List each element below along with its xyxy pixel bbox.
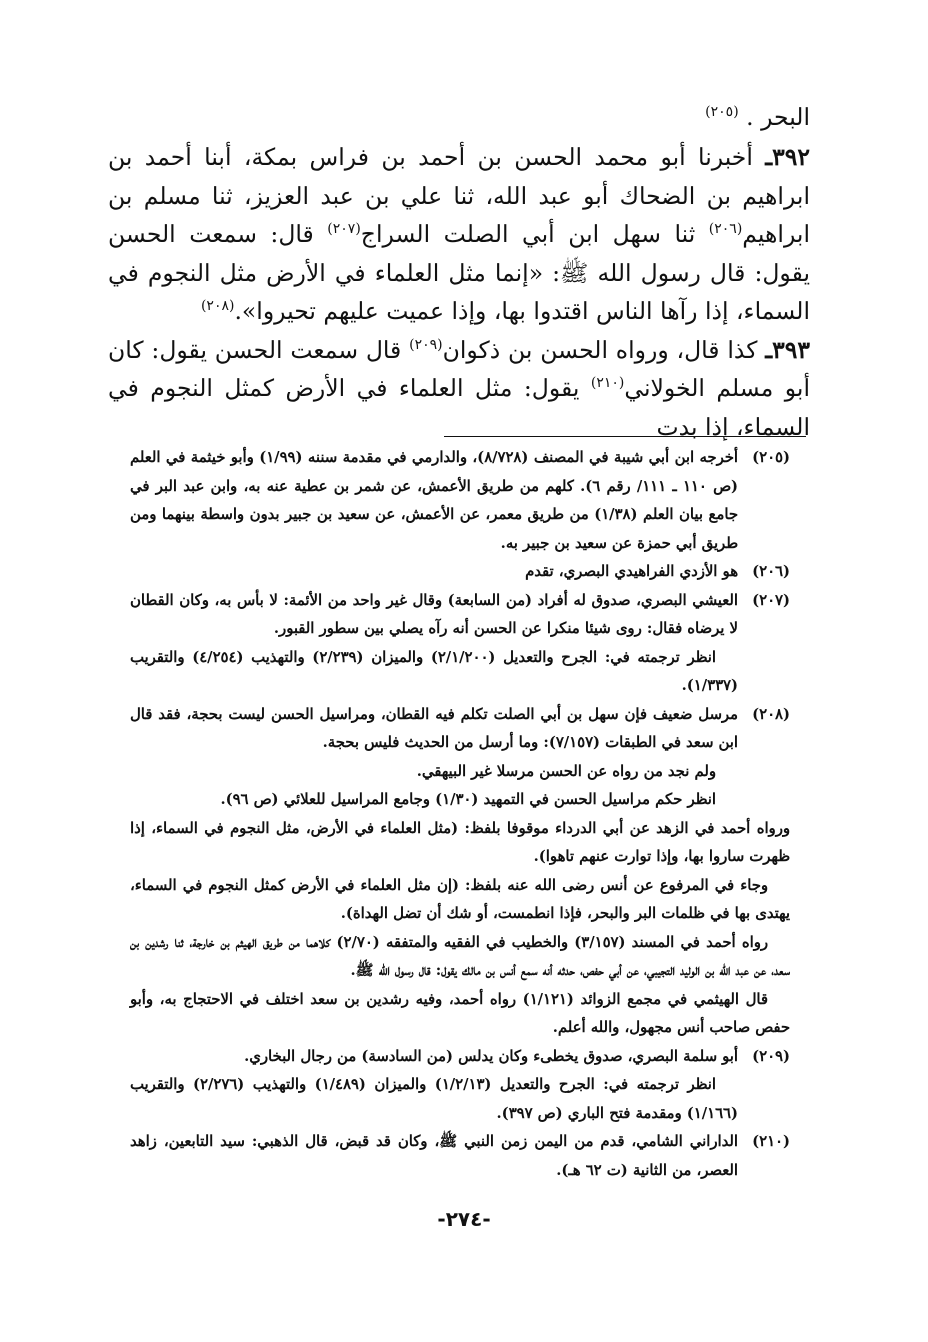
footnote-text: مرسل ضعيف فإن سهل بن أبي الصلت تكلم فيه القطان، ومراسيل الحسن ليست بحجة، فقد قال ابن سعد في الطبقات (٧/١٥٧): وما أرسل من الحديث فليس بحجة. [130,705,738,751]
footnote-body [130,587,738,701]
footnote-text: العيشي البصري، صدوق له أفراد (من السابعة) وقال غير واحد من الأئمة: لا بأس به، وكان القطان لا يرضاه فقال: روى شيئا منكرا عن الحسن أنه رآه يصلي بين سطور القبور. [130,591,738,637]
footnote-ref: (٢٠٧) [327,221,361,238]
footnote-208-continued [130,815,790,1043]
footnote-205 [130,444,790,558]
hadith-number: ٣٩٢ـ [765,143,810,171]
footnote-text: رواه أحمد في المسند (٣/١٥٧) والخطيب في الفقيه والمتفقه (٢/٧٠) كلاهما من طريق الهيثم بن خارجة، ثنا رشدين بن سعد، عن عبد الله بن الوليد التجيبي، عن أبي حفص، حدثه أنه سمع أنس بن مالك يقول: قال رسول الله ﷺ. [130,933,790,979]
footnote-number: (٢٠٥) [752,449,790,466]
footnote-body [130,1128,738,1185]
main-text [108,100,810,446]
footnote-text: انظر ترجمته في: الجرح والتعديل (١/٢/١٣) والميزان (١/٤٨٩) والتهذيب (٢/٢٧٦) والتقريب (١/١٦٦) ومقدمة فتح الباري (ص ٣٩٧). [130,1076,738,1122]
footnote-body [130,701,738,815]
hadith-text: قال سمعت الحسن يقول: كان أبو مسلم الخولاني [108,335,810,402]
footnote-text: أخرجه ابن أبي شيبة في المصنف (٨/٧٢٨)، والدارمي في مقدمة سننه (١/٩٩) وأبو خيثمة في العلم (ص ١١٠ ـ ١١١/ رقم ٦). كلهم من طريق الأعمش، عن شمر بن عطية عنه به، وابن عبد البر في جامع بيان العلم (١/٣٨) من طريق معمر، عن الأعمش، عن سعيد بن جبير بدون واسطة بينهما ومن طريق أبي حمزة عن سعيد بن جبير به. [130,449,738,552]
hadith-393 [108,331,810,447]
hadith-text: أخبرنا أبو محمد الحسن بن أحمد بن فراس بمكة، أبنا أحمد بن ابراهيم بن الضحاك أبو عبد الله، ثنا علي بن عبد العزيز، ثنا مسلم بن ابراهيم [108,143,810,248]
footnote-ref: (٢١٠) [590,375,625,392]
footnote-text: قال الهيثمي في مجمع الزوائد (١/١٢١) رواه أحمد، وفيه رشدين بن سعد اختلف في الاحتجاج به، وأبو حفص صاحب أنس مجهول، والله أعلم. [130,990,790,1036]
footnote-divider [444,436,806,437]
footnote-ref: (٢٠٥) [705,104,739,121]
footnote-number: (٢٠٨) [752,705,790,723]
footnote-number: (٢٠٧) [752,591,790,609]
footnote-207 [130,587,790,701]
footnote-text: ورواه أحمد في الزهد عن أبي الدرداء موقوفا بلفظ: (مثل العلماء في الأرض، مثل النجوم في السماء، إذا ظهرت ساروا بها، وإذا توارت عنهم تاهوا). [130,819,790,865]
footnote-ref: (٢٠٦) [708,221,743,238]
footnote-text: أبو سلمة البصري، صدوق يخطىء وكان يدلس (من السادسة) من رجال البخاري. [244,1047,738,1065]
footnote-number: (٢٠٦) [752,563,790,580]
footnote-text: انظر ترجمته في: الجرح والتعديل (٢/١/٢٠٠) والميزان (٢/٢٣٩) والتهذيب (٤/٢٥٤) والتقريب (١/٣٣٧). [130,648,738,694]
page-number: -٢٧٤- [437,1207,491,1231]
footnote-body [130,558,738,587]
continued-line [108,100,810,134]
footnote-body [130,1043,738,1129]
footnote-number: (٢١٠) [752,1133,790,1150]
footnote-body [130,444,738,558]
hadith-text: يقول: مثل العلماء في الأرض كمثل النجوم في السماء، إذا بدت [108,374,810,441]
continued-text: البحر . [738,103,810,131]
footnote-208 [130,701,790,815]
footnote-number: (٢٠٩) [752,1047,790,1065]
footnote-text: الداراني الشامي، قدم من اليمن زمن النبي ﷺ، وكان قد قبض، قال الذهبي: سيد التابعين، زاهد العصر، من الثانية (ت ٦٢ هـ). [130,1133,738,1179]
footnote-text: انظر حكم مراسيل الحسن في التمهيد (١/٣٠) وجامع المراسيل للعلائي (ص ٩٦). [220,791,716,808]
footnote-ref: (٢٠٨) [200,298,235,315]
footnote-210 [130,1128,790,1185]
footnote-text: هو الأزدي الفراهيدي البصري، تقدم [525,563,738,580]
footnote-text: وجاء في المرفوع عن أنس رضى الله عنه بلفظ: (إن مثل العلماء في الأرض كمثل النجوم في السماء، يهتدى بها في ظلمات البر والبحر، فإذا انطمست، أو شك أن تضل الهداة). [130,876,790,922]
hadith-number: ٣٩٣ـ [765,335,810,364]
footnote-206 [130,558,790,587]
hadith-text: كذا قال، ورواه الحسن بن ذكوان [442,335,766,364]
footnote-209 [130,1043,790,1129]
footnote-ref: (٢٠٩) [409,336,443,353]
hadith-text: قال: سمعت الحسن يقول: قال رسول الله ﷺ: «إنما مثل العلماء في الأرض مثل النجوم في السماء، إذا رآها الناس اقتدوا بها، وإذا عميت عليهم تحيروا». [108,220,810,325]
hadith-text: ثنا سهل ابن أبي الصلت السراج [360,220,709,248]
footnote-text: ولم نجد من رواه عن الحسن مرسلا غير البيهقي. [416,762,716,780]
footnotes [130,444,790,1185]
hadith-392 [108,138,810,331]
